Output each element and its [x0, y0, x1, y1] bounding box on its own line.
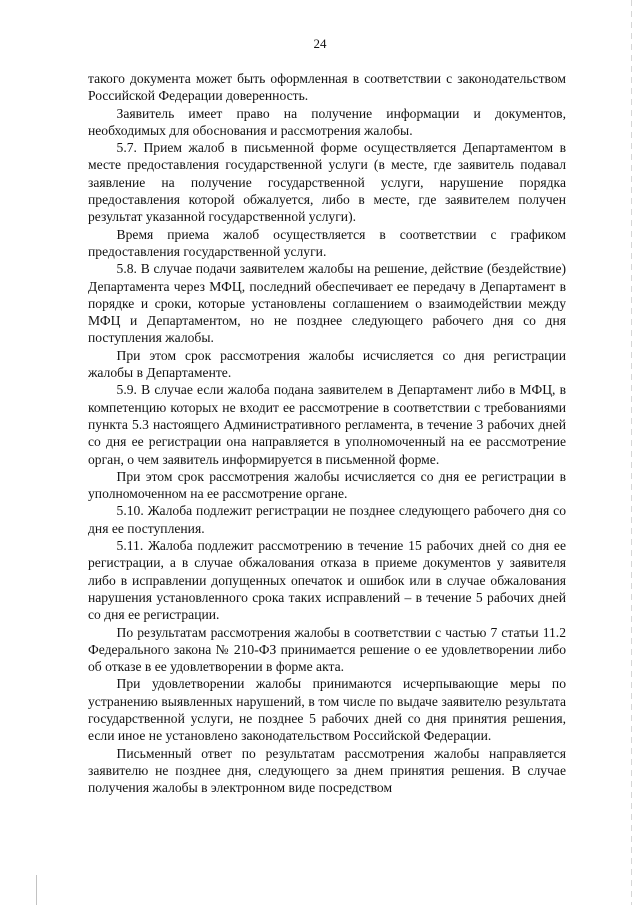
paragraph: 5.8. В случае подачи заявителем жалобы на решение, действие (бездействие) Департамента через МФЦ, последний обеспечивает ее передачу в Департамент в порядке и сроки, которые установлены соглашением о взаимодействии между МФЦ и Департаментом, но не позднее следующего рабочего дня со дня поступления жалобы. — [88, 261, 566, 346]
paragraph: Письменный ответ по результатам рассмотрения жалобы направляется заявителю не позднее дня, следующего за днем принятия решения. В случае получения жалобы в электронном виде посредством — [88, 745, 566, 796]
scan-edge-line — [631, 0, 632, 905]
paragraph: 5.11. Жалоба подлежит рассмотрению в течение 15 рабочих дней со дня ее регистрации, а в случае обжалования отказа в приеме документов у заявителя либо в исправлении допущенных опечаток и ошибок или в случае обжалования нарушения установленного срока таких исправлений – в течение 5 рабочих дней со дня ее регистрации. — [88, 538, 566, 623]
scan-margin-mark — [36, 875, 37, 905]
paragraph: По результатам рассмотрения жалобы в соответствии с частью 7 статьи 11.2 Федерального закона № 210-ФЗ принимается решение о ее удовлетворении либо об отказе в ее удовлетворении в форме акта. — [88, 624, 566, 675]
paragraph: 5.10. Жалоба подлежит регистрации не позднее следующего рабочего дня со дня ее поступления. — [88, 503, 566, 536]
paragraph: Время приема жалоб осуществляется в соответствии с графиком предоставления государственной услуги. — [88, 226, 566, 259]
paragraph: При этом срок рассмотрения жалобы исчисляется со дня ее регистрации в уполномоченном на ее рассмотрение органе. — [88, 468, 566, 502]
paragraph: При удовлетворении жалобы принимаются исчерпывающие меры по устранению выявленных нарушений, в том числе по выдаче заявителю результата государственной услуги, не позднее 5 рабочих дней со дня принятия решения, если иное не установлено законодательством Российской Федерации. — [88, 676, 566, 744]
paragraph: 5.9. В случае если жалоба подана заявителем в Департамент либо в МФЦ, в компетенцию которых не входит ее рассмотрение в соответствии с требованиями пункта 5.3 настоящего Административного регламента, в течение 3 рабочих дней со дня ее регистрации она направляется в уполномоченный на ее рассмотрение орган, о чем заявитель информируется в письменной форме. — [88, 382, 566, 467]
paragraph: При этом срок рассмотрения жалобы исчисляется со дня регистрации жалобы в Департаменте. — [88, 347, 566, 381]
page-number: 24 — [313, 36, 327, 51]
document-body — [88, 70, 566, 796]
paragraph: Заявитель имеет право на получение информации и документов, необходимых для обоснования и рассмотрения жалобы. — [88, 105, 566, 138]
paragraph: такого документа может быть оформленная в соответствии с законодательством Российской Федерации доверенность. — [88, 71, 566, 104]
paragraph: 5.7. Прием жалоб в письменной форме осуществляется Департаментом в месте предоставления государственной услуги (в месте, где заявитель подавал заявление на получение государственной услуги, нарушение порядка предоставления которой обжалуется, либо в месте, где заявителем получен результат указанной государственной услуги). — [88, 140, 566, 225]
